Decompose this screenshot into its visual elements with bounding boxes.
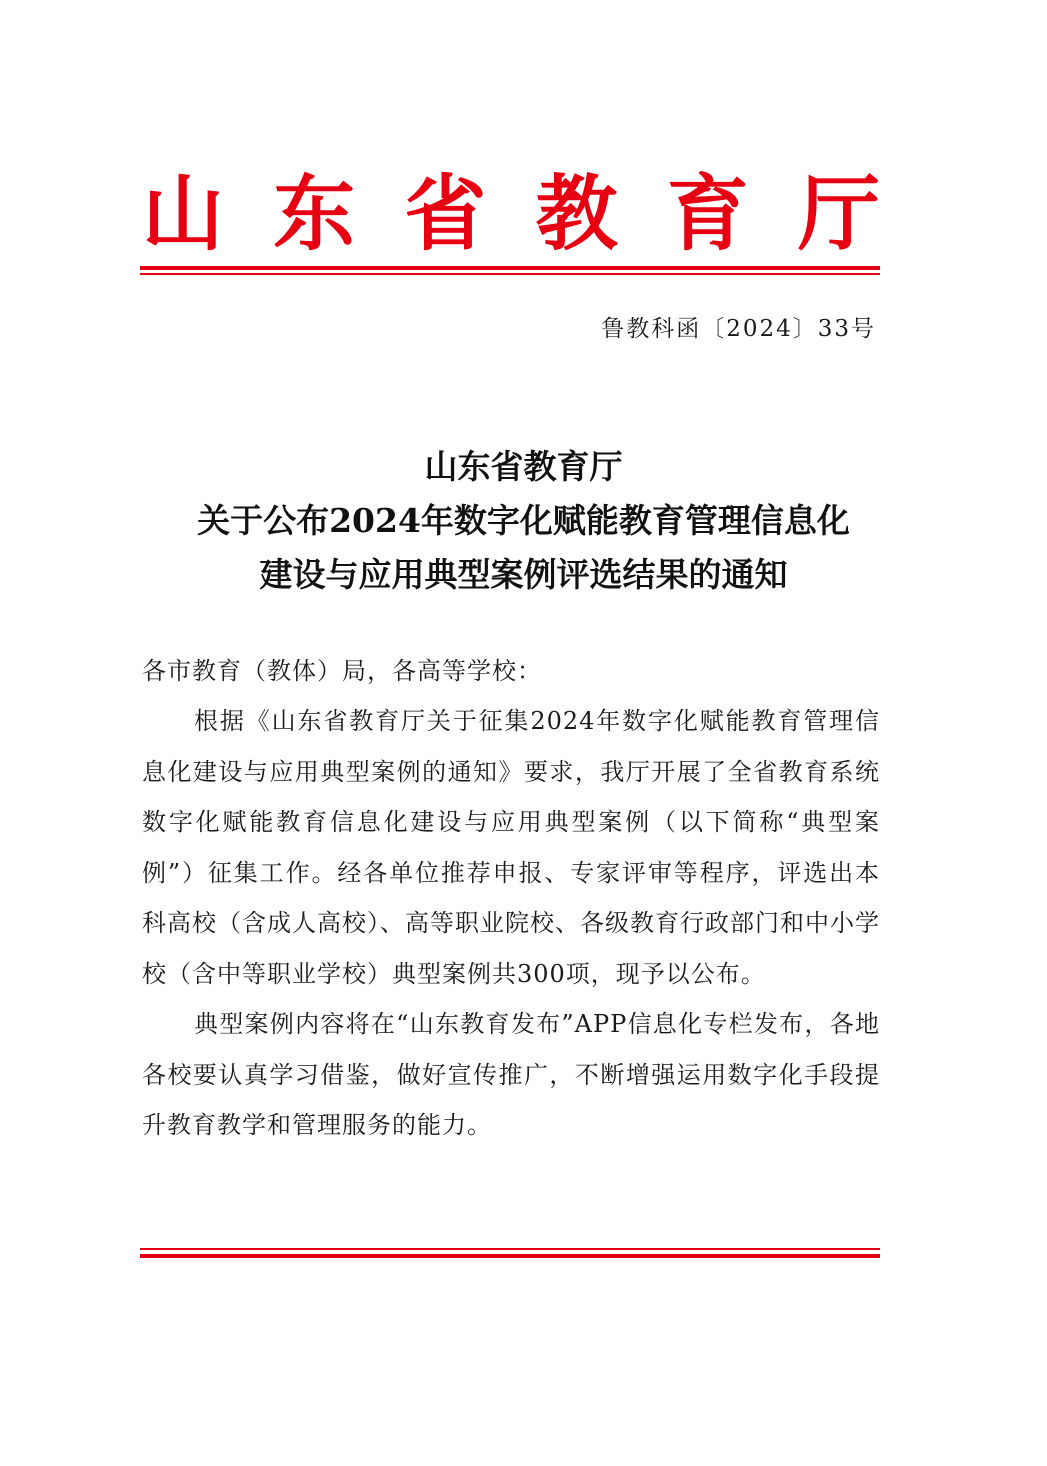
header-char: 厅 — [797, 166, 880, 262]
header-char: 育 — [666, 166, 749, 262]
header-char: 教 — [535, 166, 618, 262]
header-char: 省 — [404, 166, 487, 262]
salutation: 各市教育（教体）局，各高等学校： — [142, 657, 542, 685]
header-red-rule-thick — [140, 266, 880, 270]
body-paragraph-1: 根据《山东省教育厅关于征集2024年数字化赋能教育管理信息化建设与应用典型案例的通知》要求，我厅开展了全省教育系统数字化赋能教育信息化建设与应用典型案例（以下简称“典型案例”）征集工作。经各单位推荐申报、专家评审等程序，评选出本科高校（含成人高校）、高等职业院校、各级教育行政部门和中小学校（含中等职业学校）典型案例共300项，现予以公布。 — [142, 707, 880, 988]
body-paragraph-2: 典型案例内容将在“山东教育发布”APP信息化专栏发布，各地各校要认真学习借鉴，做好宣传推广，不断增强运用数字化手段提升教育教学和管理服务的能力。 — [142, 1010, 880, 1139]
header-char: 东 — [273, 166, 356, 262]
title-line-2: 关于公布2024年数字化赋能教育管理信息化 — [197, 501, 850, 540]
footer-red-rule-thin — [140, 1248, 880, 1250]
header-char: 山 — [142, 166, 225, 262]
footer-red-rule-thick — [140, 1254, 880, 1258]
title-line-3: 建设与应用典型案例评选结果的通知 — [259, 555, 788, 594]
document-number: 鲁教科函〔2024〕33号 — [601, 316, 876, 342]
document-title — [100, 440, 947, 602]
document-body — [142, 646, 880, 1151]
header-red-rule-thin — [140, 273, 880, 275]
title-line-1: 山东省教育厅 — [424, 447, 623, 486]
issuing-authority-header — [142, 168, 880, 260]
